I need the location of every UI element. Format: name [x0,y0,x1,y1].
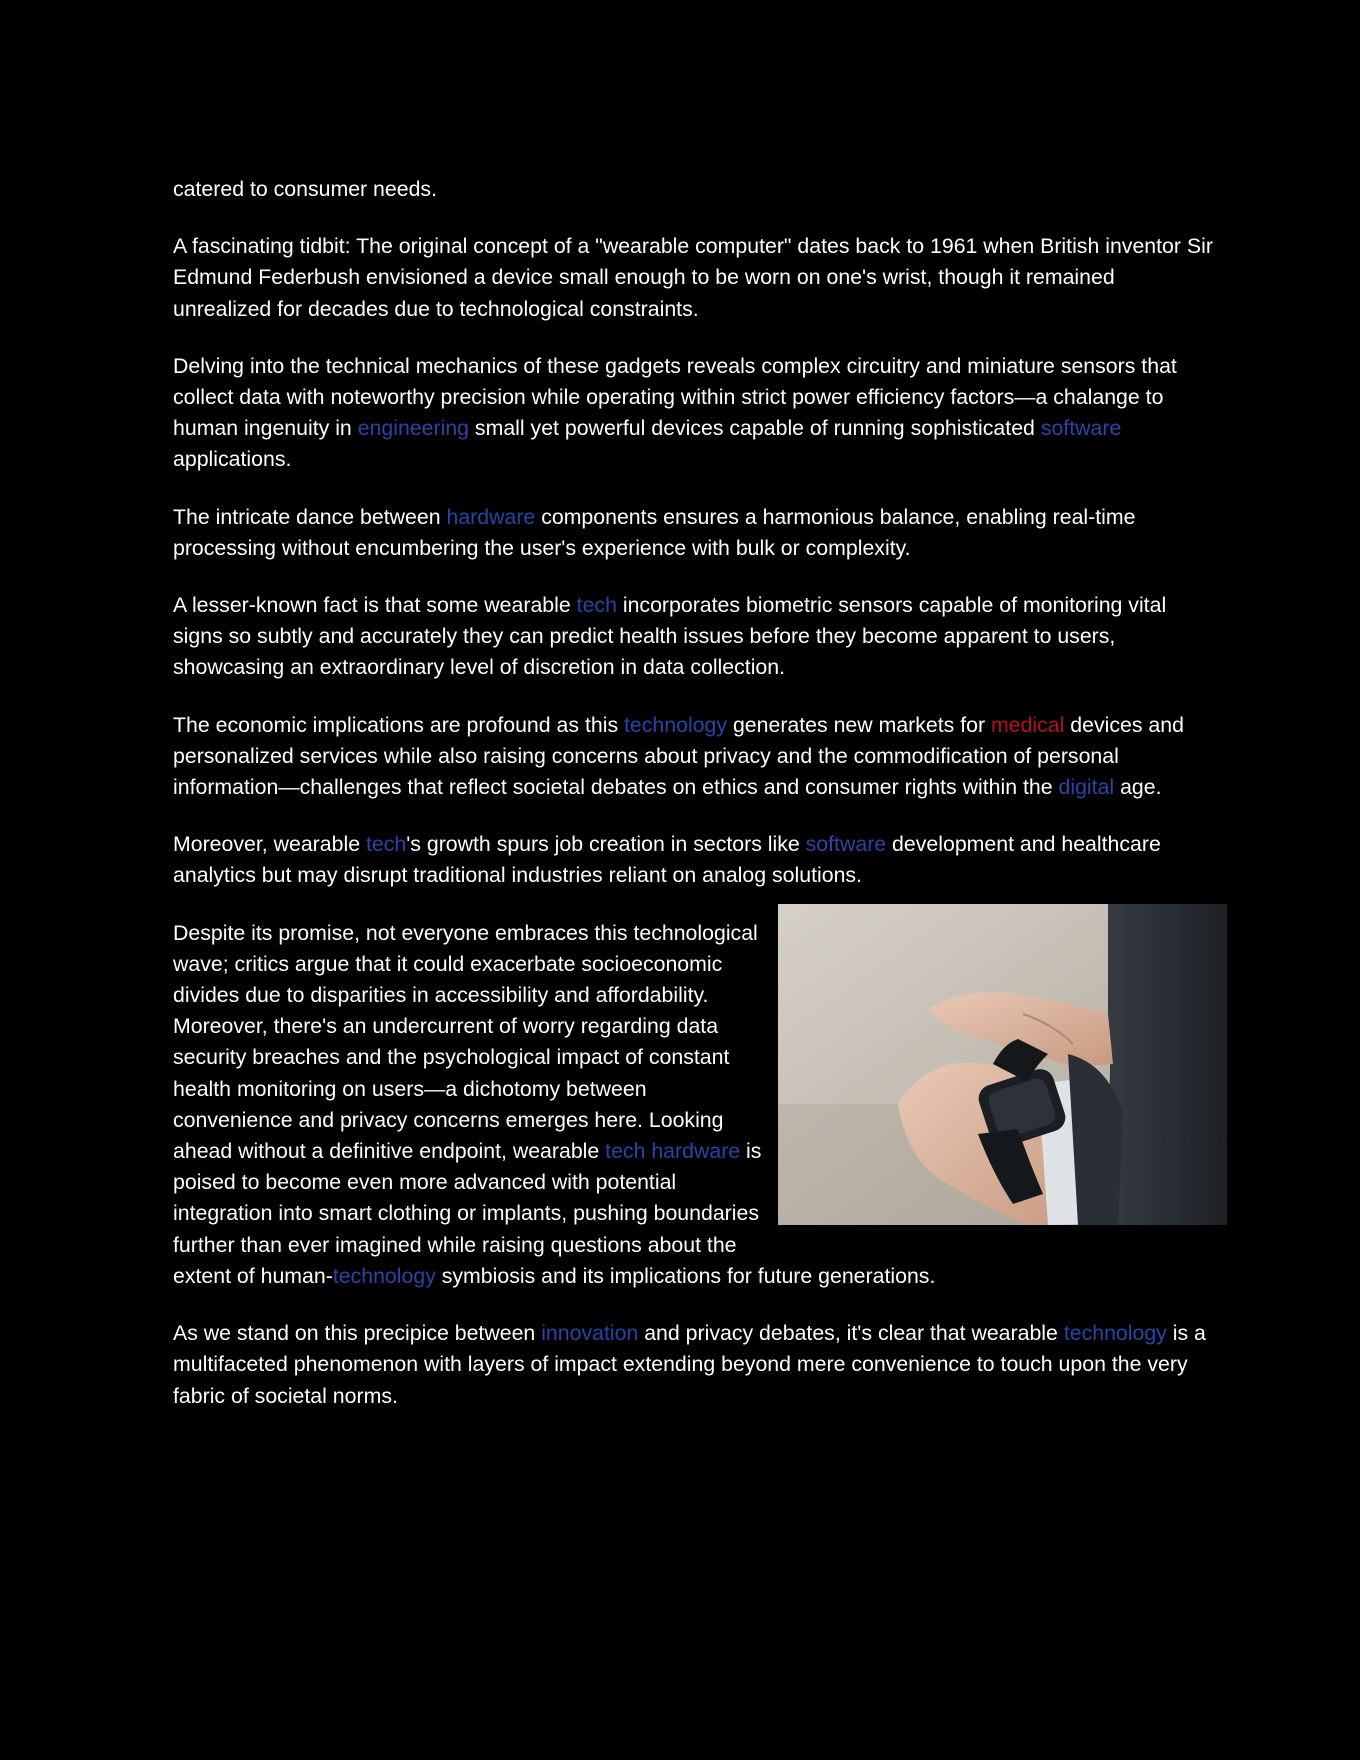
paragraph [173,710,1214,804]
text-run: generates new markets for [727,712,991,737]
inline-link-technology[interactable]: technology [332,1263,436,1288]
text-run: A lesser-known fact is that some wearable [173,593,577,618]
text-run: applications. [173,447,292,472]
paragraph [173,590,1214,684]
paragraph [173,1318,1214,1412]
inline-link-software[interactable]: software [805,832,887,857]
text-run: Delving into the technical mechanics of these gadgets reveals complex circuitry and miniature sensors that collect data with noteworthy precision while operating within strict power efficiency factors—a chalange to human ingenuity in [173,353,1177,441]
paragraph [173,351,1214,476]
inline-link-engineering[interactable]: engineering [357,416,470,441]
text-run: and privacy debates, it's clear that wearable [638,1321,1064,1346]
inline-link-digital[interactable]: digital [1058,775,1115,800]
inline-link-innovation[interactable]: innovation [541,1321,639,1346]
text-run: devices and personalized services while also raising concerns about privacy and the commodification of personal information—challenges that reflect societal debates on ethics and consumer rights within the [173,712,1184,800]
inline-link-technology[interactable]: technology [624,712,728,737]
text-run: 's growth spurs job creation in sectors like [406,832,806,857]
text-run: Despite its promise, not everyone embraces this technological wave; critics argue that it could exacerbate socioeconomic divides due to disparities in accessibility and affordability. Moreover, there's an undercurrent of worry regarding data security breaches and the psychological impact of constant health monitoring on users—a dichotomy between convenience and privacy concerns emerges here. Looking ahead without a definitive endpoint, wearable [173,920,758,1164]
text-run: is poised to become even more advanced with potential integration into smart clothing or implants, pushing boundaries further than ever imagined while raising questions about the extent of human- [173,1139,762,1288]
text-run: incorporates biometric sensors capable of monitoring vital signs so subtly and accurately they can predict health issues before they become apparent to users, showcasing an extraordinary level of discretion in data collection. [173,593,1167,680]
text-run: symbiosis and its implications for future generations. [435,1263,936,1288]
inline-link-technology[interactable]: technology [1063,1321,1167,1346]
text-run: Moreover, wearable [173,832,366,857]
paragraph [173,231,1214,325]
text-run: A fascinating tidbit: The original concept of a "wearable computer" dates back to 1961 when British inventor Sir Edmund Federbush envisioned a device small enough to be worn on one's wrist, though it remained unrealized for decades due to technological constraints. [173,234,1213,321]
text-run: components ensures a harmonious balance, enabling real-time processing without encumbering the user's experience with bulk or complexity. [173,504,1136,560]
text-run: As we stand on this precipice between [173,1321,542,1346]
paragraph [173,829,1214,891]
inline-link-hardware[interactable]: hardware [446,504,536,529]
paragraph [173,502,1214,564]
inline-link-tech[interactable]: tech [576,593,617,618]
inline-link-software[interactable]: software [1040,416,1122,441]
text-run: small yet powerful devices capable of running sophisticated [469,416,1041,441]
inline-link-tech-hardware[interactable]: tech hardware [605,1139,741,1164]
text-run: development and healthcare analytics but may disrupt traditional industries reliant on analog solutions. [173,832,1161,888]
smartwatch-photo [778,904,1227,1225]
text-run: The intricate dance between [173,504,447,529]
text-run: age. [1114,775,1162,800]
text-run: is a multifaceted phenomenon with layers of impact extending beyond mere convenience to touch upon the very fabric of societal norms. [173,1321,1206,1408]
text-run: The economic implications are profound as this [173,712,625,737]
smartwatch-illustration [778,904,1227,1225]
article-body [173,174,1214,1438]
text-run: catered to consumer needs. [173,177,437,201]
inline-link-medical[interactable]: medical [991,712,1065,737]
inline-link-tech[interactable]: tech [365,832,407,857]
paragraph [173,918,1214,1292]
paragraph [173,174,1214,205]
